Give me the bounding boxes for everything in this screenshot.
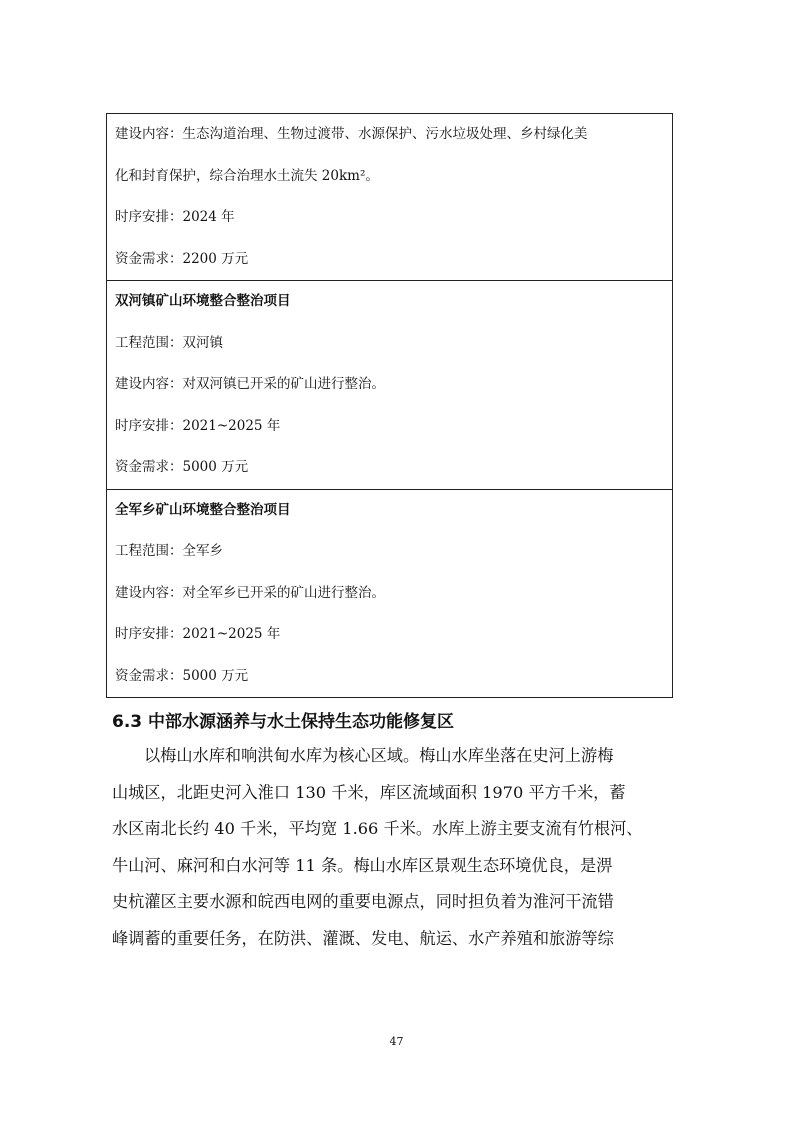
- section-heading: 6.3 中部水源涵养与水土保持生态功能修复区: [112, 712, 455, 732]
- schedule-text: 时序安排：2024 年: [115, 209, 235, 225]
- project-title: 全军乡矿山环境整合整治项目: [115, 501, 291, 518]
- page-number: 47: [389, 1035, 404, 1048]
- schedule-text: 时序安排：2021~2025 年: [115, 626, 281, 642]
- construction-content-text: 建设内容：对双河镇已开采的矿山进行整治。: [115, 376, 385, 392]
- paragraph-line: 史杭灌区主要水源和皖西电网的重要电源点，同时担负着为淮河干流错: [112, 892, 614, 912]
- scope-text: 工程范围：双河镇: [115, 334, 223, 351]
- scope-text: 工程范围：全军乡: [115, 543, 223, 559]
- construction-content-line-2: 化和封育保护，综合治理水土流失 20km²。: [115, 167, 379, 184]
- table-cell-shuanghe-project: [107, 280, 672, 489]
- funding-text: 资金需求：2200 万元: [115, 250, 249, 267]
- table-cell-quanjun-project: [107, 489, 672, 698]
- section-paragraph: [112, 738, 687, 958]
- table-cell-ecological-project: [107, 114, 672, 280]
- construction-content-line-1: 建设内容：生态沟道治理、生物过渡带、水源保护、污水垃圾处理、乡村绿化美: [115, 126, 588, 142]
- funding-text: 资金需求：5000 万元: [115, 667, 249, 684]
- construction-content-text: 建设内容：对全军乡已开采的矿山进行整治。: [115, 584, 385, 601]
- schedule-text: 时序安排：2021~2025 年: [115, 417, 281, 434]
- project-table: [106, 113, 673, 698]
- paragraph-line: 峰调蓄的重要任务，在防洪、灌溉、发电、航运、水产养殖和旅游等综: [112, 928, 614, 948]
- project-title: 双河镇矿山环境整合整治项目: [115, 293, 291, 309]
- paragraph-line: 山城区，北距史河入淮口 130 千米，库区流域面积 1970 平方千米，蓄: [112, 782, 626, 802]
- paragraph-line: 水区南北长约 40 千米，平均宽 1.66 千米。水库上游主要支流有竹根河、: [112, 819, 643, 839]
- paragraph-line: 牛山河、麻河和白水河等 11 条。梅山水库区景观生态环境优良，是淠: [112, 855, 613, 875]
- funding-text: 资金需求：5000 万元: [115, 459, 249, 475]
- paragraph-line: 以梅山水库和响洪甸水库为核心区域。梅山水库坐落在史河上游梅: [144, 746, 614, 765]
